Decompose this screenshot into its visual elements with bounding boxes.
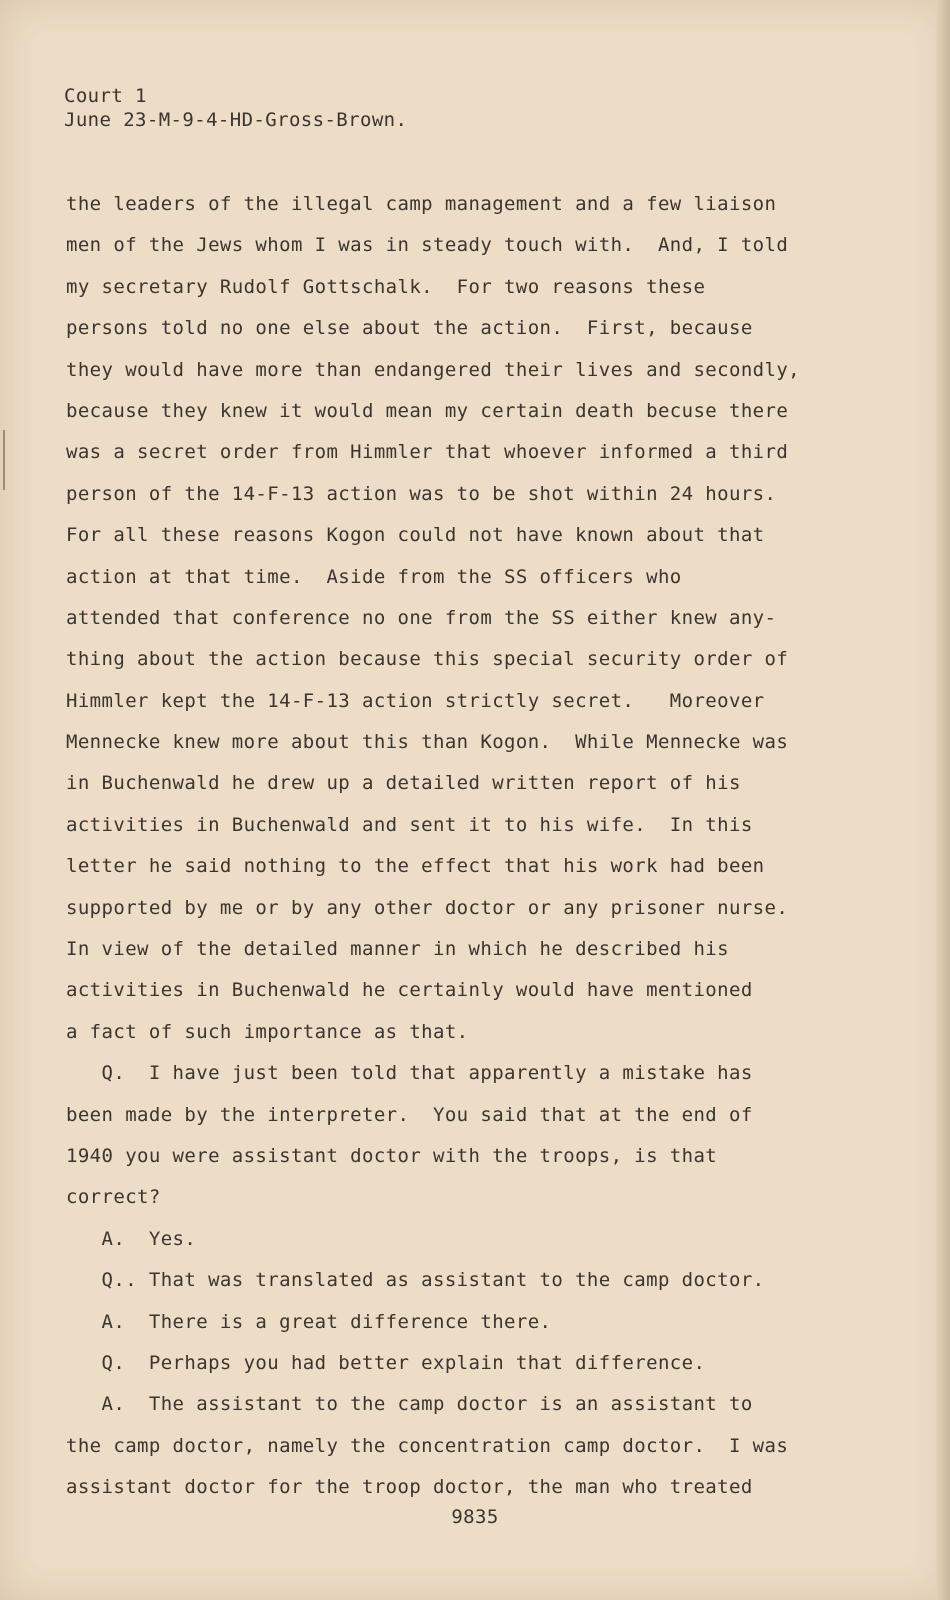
document-header — [64, 84, 407, 132]
text-line: because they knew it would mean my certain death becuse there — [66, 399, 789, 422]
text-line: activities in Buchenwald and sent it to his wife. In this — [66, 813, 753, 836]
text-line: Mennecke knew more about this than Kogon. While Mennecke was — [66, 731, 789, 754]
question-line: Q. I have just been told that apparently a mistake has — [66, 1062, 753, 1085]
text-line: letter he said nothing to the effect that his work had been — [66, 855, 765, 878]
text-line: in Buchenwald he drew up a detailed written report of his — [66, 772, 741, 795]
text-line: Himmler kept the 14-F-13 action strictly secret. Moreover — [66, 689, 765, 712]
text-line: been made by the interpreter. You said that at the end of — [66, 1103, 753, 1126]
text-line: a fact of such importance as that. — [66, 1020, 469, 1043]
text-line: thing about the action because this special security order of — [66, 648, 789, 671]
margin-mark — [3, 430, 5, 490]
text-line: my secretary Rudolf Gottschalk. For two reasons these — [66, 275, 706, 298]
header-reference: June 23-M-9-4-HD-Gross-Brown. — [64, 109, 408, 131]
answer-line: A. The assistant to the camp doctor is an assistant to — [66, 1393, 753, 1416]
answer-line: A. Yes. — [66, 1227, 197, 1250]
text-line: action at that time. Aside from the SS officers who — [66, 565, 682, 588]
text-line: In view of the detailed manner in which he described his — [66, 938, 729, 961]
text-line: correct? — [66, 1186, 161, 1209]
page-number: 9835 — [451, 1506, 499, 1528]
transcript-body — [66, 184, 800, 1509]
question-line: Q.. That was translated as assistant to the camp doctor. — [66, 1269, 765, 1292]
text-line: person of the 14-F-13 action was to be shot within 24 hours. — [66, 482, 777, 505]
answer-line: A. There is a great difference there. — [66, 1310, 552, 1333]
text-line: the leaders of the illegal camp management and a few liaison — [66, 193, 777, 215]
text-line: activities in Buchenwald he certainly would have mentioned — [66, 979, 753, 1002]
text-line: supported by me or by any other doctor or any prisoner nurse. — [66, 896, 789, 919]
text-line: assistant doctor for the troop doctor, the man who treated — [66, 1476, 753, 1499]
text-line: they would have more than endangered their lives and secondly, — [66, 358, 801, 381]
text-line: For all these reasons Kogon could not have known about that — [66, 524, 765, 547]
text-line: persons told no one else about the action. First, because — [66, 317, 753, 340]
text-line: 1940 you were assistant doctor with the troops, is that — [66, 1144, 718, 1167]
question-line: Q. Perhaps you had better explain that difference. — [66, 1351, 706, 1374]
text-line: men of the Jews whom I was in steady touch with. And, I told — [66, 234, 789, 257]
text-line: attended that conference no one from the SS either knew any- — [66, 606, 777, 629]
text-line: the camp doctor, namely the concentration camp doctor. I was — [66, 1434, 789, 1457]
paper-edge — [936, 0, 950, 1600]
text-line: was a secret order from Himmler that whoever informed a third — [66, 441, 789, 464]
header-court: Court 1 — [64, 85, 147, 107]
